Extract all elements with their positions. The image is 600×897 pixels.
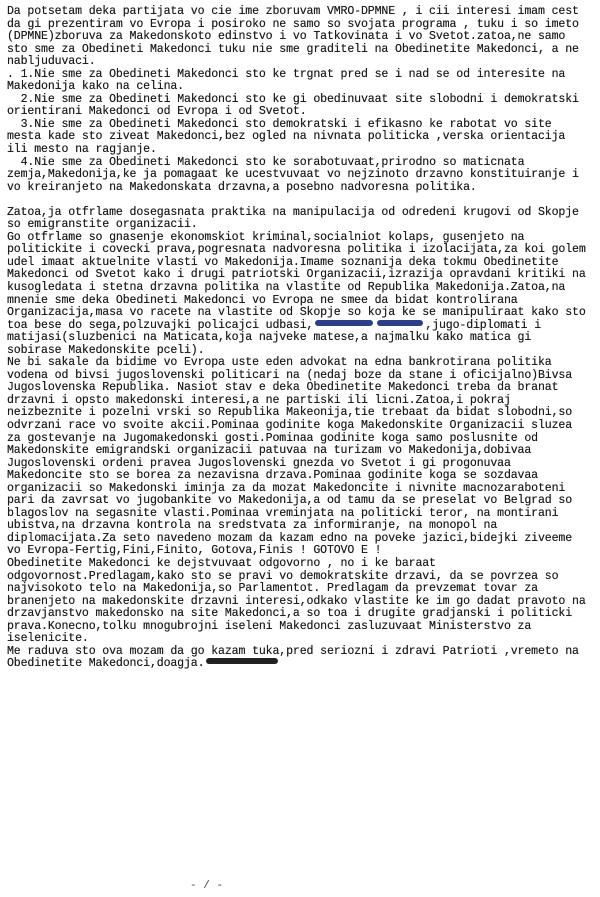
point-3: 3.Nie sme za Obedineti Makedonci sto demokratski i efikasno ke rabotat vo site mesta kade sto ziveat Makedonci,bez ogled na nivnata politicka ,verska orientacija ili mesto na ragjanje. [7,117,573,157]
closing-text: Me raduva sto ova mozam da go kazam tuka,pred seriozni i zdravi Patrioti ,vremeto na Obedinetite Makedonci,doagja. [7,644,586,671]
redaction-mark [377,320,423,326]
intro-paragraph: Da potsetam deka partijata vo cie ime zboruvam VMRO-DPMNE , i cii interesi imam cest da gi prezentiram vo Evropa i posiroko ne samo so svojata programa , tuku i so imeto (DPMNE)zboruva za Makedonskoto edinstvo i vo Tatkovinata i vo Svetot.zatoa,ne samo sto sme za Obedineti Makedonci tuku nie sme graditeli na Obedinetite Makedonci, a ne nabljuduvaci. [7,5,586,69]
paragraph-gap [7,194,590,207]
body-paragraph-2a: Go otfrlame so gnasenje ekonomskiot kriminal,socialniot kolaps, gusenjeto na politickite i covecki prava,pogresnata nadvoresna politika i izolacijata,za koi golem udel imaat aktuelnite vlasti vo Makedonija.Imame soznanija deka tokmu Obedinetite Makedonci od Svetot kako i drugi patriotski Organizacii,izrazija opravdani kritiki na kusogledata i stetna drzavna politika na vlastite od Republika Makedonija.Zatoa,na mnenie sme deka Obedineti Makedonci vo Evropa ne smee da bidat kontrolirana Organizacija,masa vo racete na vlastite od Skopje so koja ke se manipuliraat kako sto toa bese do sega,polzuvajki policajci udbasi, [7,230,593,332]
footer-marks: - / - [190,880,224,892]
point-2: 2.Nie sme za Obedineti Makedonci sto ke gi obedinuvaat site slobodni i demokratski orientirani Makedonci od Evropa i od Svetot. [7,92,586,119]
redaction-mark [315,320,373,326]
point-4: 4.Nie sme za Obedineti Makedonci sto ke sorabotuvaat,prirodno so maticnata zemja,Makedonija,ke ja pomagaat ke ucestvuvaat vo nejzinoto drzavno konstituiranje i vo kreiranjeto na Makedonskata drzavna,a posebno nadvoresna politika. [7,155,586,194]
body-paragraph-2 [7,230,593,357]
body-paragraph-4: Obedinetite Makedonci ke dejstvuvaat odgovorno , no i ke baraat odgovornost.Predlagam,kako sto se pravi vo demokratskite drzavi, da se povrzea so najvisokoto telo na Makedonija,so Parlamentot. Predlagam da prevzemat tovar za branenjeto na makedonskite drzavni interesi,odkako vlastite ke im go dadat pravoto na drzavjanstvo makedonsko na site Makedonci,a so toa i drugite gradjanski i politicki prava.Konecno,tolku mnogubrojni iseleni Makedonci zasluzuvaat Ministerstvo za iselenicite. [7,557,593,646]
body-paragraph-2b: ,jugo-diplomati i matijasi(sluzbenici na Maticata,koja najveke matese,a najmalku kako matica gi sobirase Makedonskite pceli). [7,318,548,357]
body-paragraph-1: Zatoa,ja otfrlame dosegasnata praktika na manipulacija od odredeni krugovi od Skopje so emigranstite organizacii. [7,205,586,232]
body-paragraph-3: Ne bi sakale da bidime vo Evropa uste eden advokat na edna bankrotirana politika vodena od bivsi jugoslovenski politicari na (nedaj boze da stane i oficijalno)Bivsa Jugoslovenska Republika. Nasiot stav e deka Obedinetite Makedonci treba da branat drzavni i opsto makedonski interesi,a ne partiski ili licni.Zatoa,i pokraj neizbeznite i pozelni vrski so Republika Makeonija,tie trebaat da bidat slobodni,so odvrzani race vo svoite akcii.Pominaa godinite koga Makedonskite Organizacii sluzea za gostevanje na Jugomakedonski gosti.Pominaa godinite koga samo poslusnite od Makedonskite emigrandski organizacii patuvaa na turizam vo Makedonija,dobivaa Jugoslovenski ordeni pravea Jugoslovenski gnezda vo Svetot i gi progonuvaa Makedoncite sto se borea za nezavisna drzava.Pominaa godinite koga se sozdavaa organizacii so Makedonski iminja za da mozat Makedoncite i nivnite macnozaraboteni pari da zavrsat vo jugobankite vo Makedonija,a od tamu da se preselat vo Belgrad so blagoslov na segasnite vlasti.Pominaa vreminjata na politicki teror, na montirani ubistva,na drzavna kontrola na sredstvata za informiranje, na monopol na diplomacijata.Za seto navedeno mozam da kazam edno na poveke jazici,bidejki ziveeme vo Evropa-Fertig,Fini,Finito, Gotova,Finis ! GOTOVO E ! [7,356,579,558]
point-1: . 1.Nie sme za Obedineti Makedonci sto ke trgnat pred se i nad se od interesite na Makedonija kako na celina. [7,67,573,94]
closing-paragraph [7,646,590,671]
signature-redaction [206,658,278,664]
